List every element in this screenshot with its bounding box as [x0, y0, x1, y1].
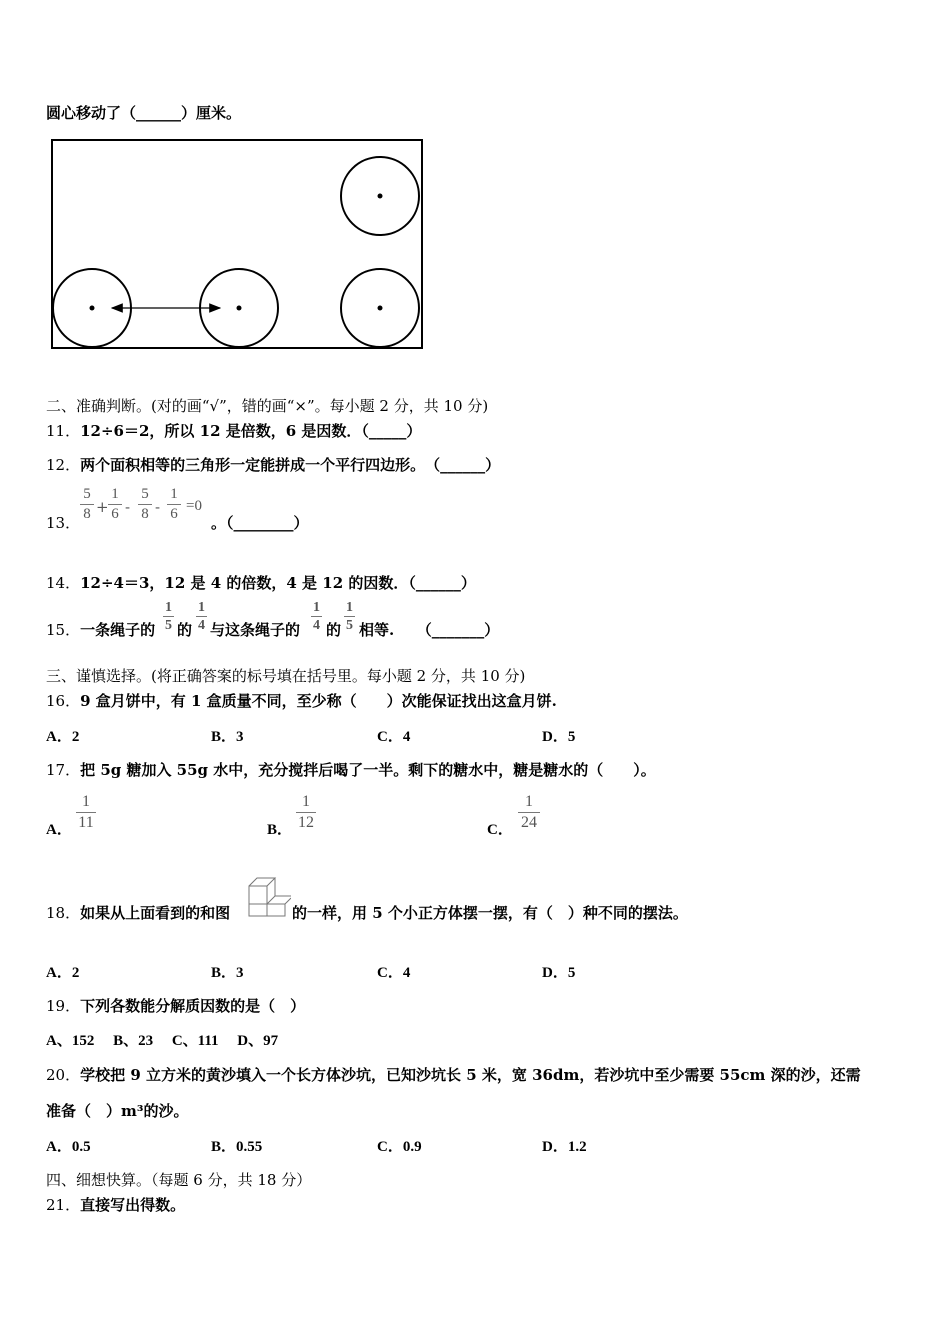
question-12: 12．两个面积相等的三角形一定能拼成一个平行四边形。 （______） [46, 456, 501, 474]
question-14: 14．12÷4＝3，12 是 4 的倍数，4 是 12 的因数．（______） [46, 574, 476, 592]
circle-question-tail: 圆心移动了（______）厘米。 [46, 104, 242, 122]
q13-result: =0 [186, 498, 202, 514]
q17-option-b-fraction: 1 12 [298, 793, 314, 831]
q20-option-b[interactable]: B．0.55 [211, 1139, 263, 1155]
question-15: 15．一条绳子的 [46, 621, 156, 639]
q13-fraction-3: 5 8 [138, 486, 152, 522]
q19-options[interactable]: A、152 B、23 C、111 D、97 [46, 1033, 279, 1049]
rectangle-frame [52, 140, 422, 348]
q20-option-a[interactable]: A．0.5 [46, 1139, 91, 1155]
q15-fraction-2: 1 4 [198, 600, 205, 634]
question-17: 17．把 5g 糖加入 55g 水中，充分搅拌后喝了一半。剩下的糖水中，糖是糖水的（ ）。 [46, 761, 656, 779]
q13-answer-blank: 。（________） [211, 514, 309, 532]
q15-fraction-3: 1 4 [313, 600, 320, 634]
question-20-line-1: 20．学校把 9 立方米的黄沙填入一个长方体沙坑，已知沙坑长 5 米，宽 36dm，若沙坑中至少需要 55cm 深的沙，还需 [46, 1066, 861, 1084]
q15-fraction-1: 1 5 [165, 600, 172, 634]
cube-view-icon [247, 874, 291, 918]
question-19: 19．下列各数能分解质因数的是（ ） [46, 997, 306, 1015]
question-16: 16．9 盒月饼中，有 1 盒质量不同，至少称（ ）次能保证找出这盒月饼. [46, 692, 557, 710]
question-18: 18．如果从上面看到的和图 [46, 904, 231, 922]
q20-option-d[interactable]: D．1.2 [542, 1139, 587, 1155]
q18-option-c[interactable]: C．4 [377, 965, 411, 981]
question-20-line-2: 准备（ ）m³的沙。 [46, 1102, 189, 1120]
q13-fraction-4: 1 6 [167, 486, 181, 522]
q18-option-d[interactable]: D．5 [542, 965, 576, 981]
section-2-heading: 二、准确判断。(对的画“√”，错的画“×”。每小题 2 分，共 10 分) [46, 397, 489, 415]
q15-fraction-4: 1 5 [346, 600, 353, 634]
q16-option-c[interactable]: C．4 [377, 729, 411, 745]
q17-option-c[interactable]: C． [487, 822, 513, 838]
circle-movement-figure [50, 138, 426, 352]
section-4-heading: 四、细想快算。（每题 6 分，共 18 分） [46, 1171, 312, 1189]
q13-fraction-2: 1 6 [108, 486, 122, 522]
q17-option-a-fraction: 1 11 [76, 793, 96, 831]
q20-option-c[interactable]: C．0.9 [377, 1139, 422, 1155]
q16-option-d[interactable]: D．5 [542, 729, 576, 745]
q16-option-b[interactable]: B．3 [211, 729, 244, 745]
q17-option-c-fraction: 1 24 [518, 793, 540, 831]
q18-option-a[interactable]: A．2 [46, 965, 80, 981]
q16-option-a[interactable]: A．2 [46, 729, 80, 745]
section-3-heading: 三、谨慎选择。(将正确答案的标号填在括号里。每小题 2 分，共 10 分) [46, 667, 526, 685]
question-21: 21．直接写出得数。 [46, 1196, 186, 1214]
q13-fraction-1: 5 8 [80, 486, 94, 522]
question-11: 11．12÷6＝2，所以 12 是倍数，6 是因数．（_____） [46, 422, 422, 440]
q17-option-b[interactable]: B． [267, 822, 293, 838]
question-13-number: 13． [46, 514, 81, 532]
q17-option-a[interactable]: A． [46, 822, 72, 838]
q18-option-b[interactable]: B．3 [211, 965, 244, 981]
